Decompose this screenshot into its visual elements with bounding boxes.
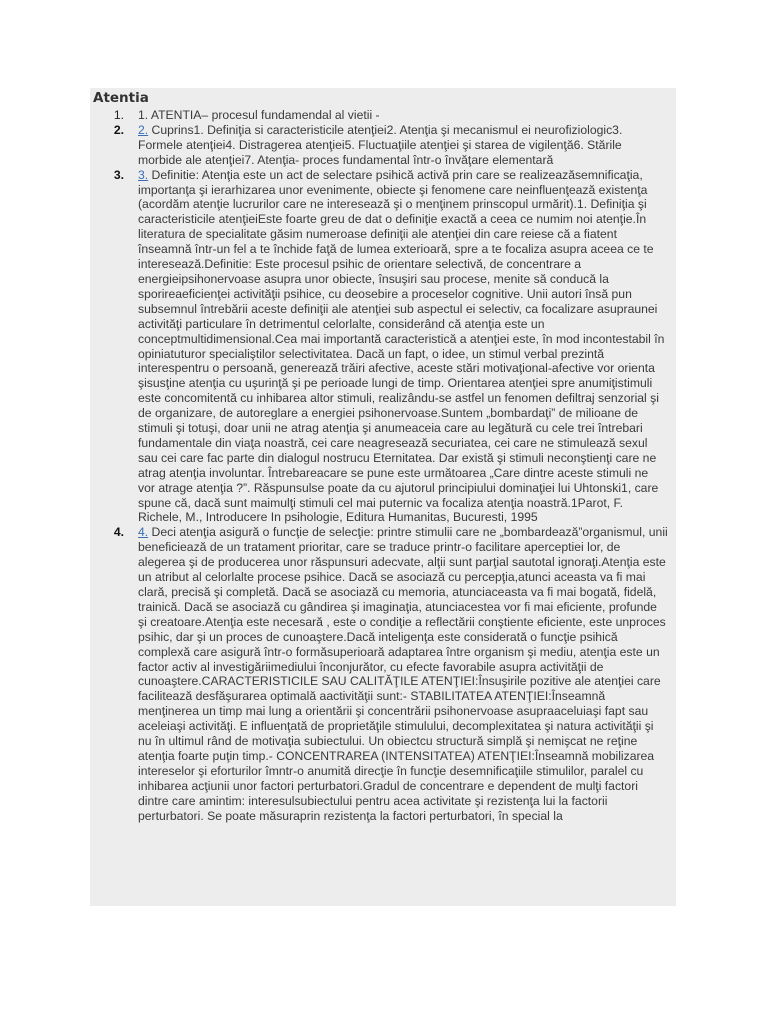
item-text: 1. ATENTIA– procesul fundamendal al vietii - bbox=[138, 108, 380, 122]
item-number: 1. bbox=[113, 108, 124, 122]
item-text: Cuprins1. Definiţia si caracteristicile atenţiei2. Atenţia şi mecanismul ei neurofiziologic3. Formele atenţiei4. Distragerea atenţiei5. Fluctuaţiile atenţiei şi starea de vigilenţă6. Stările morbide ale atenţiei7. Atenţia- proces fundamental într-o învăţare elementară bbox=[138, 122, 623, 167]
item-link[interactable]: 3. bbox=[138, 167, 149, 182]
item-link[interactable]: 4. bbox=[138, 525, 149, 540]
item-text: Definitie: Atenţia este un act de selectare psihică activă prin care se realizeazăsemnificaţia, importanţa şi ierarhizarea unor evenimente, obiecte şi fenomene care neinfluenţează existenţa (acordăm atenţie lucrurilor care ne interesează şi o menţinem prinscopul urmărit).1. Definiţia şi caracteristicile atenţieiEste foarte greu de dat o definiţie exactă a ceea ce numim noi atenţie.În literatura de specialitate găsim numeroase definiţii ale atenţiei din care reiese că a fiatent înseamnă într-un fel a te închide faţă de lumea exterioară, spre a te focaliza asupra aceea ce te interesează.Definitie: Este procesul psihic de orientare selectivă, de concentrare a energieipsihonervoase asupra unor obiecte, însuşiri sau procese, menite să conducă la sporireaeficienţei activităţii psihice, cu deosebire a proceselor cognitive. Unii autori însă pun subsemnul întrebării aceste definiţii ale atenţiei sub aspectul ei selectiv, ca focalizare asupraunei activităţi particulare în detrimentul celorlalte, considerând că atenţia este un conceptmultidimensional.Cea mai importantă caracteristică a atenţiei este, în mod incontestabil în opiniatuturor specialiştilor selectivitatea. Dacă un fapt, o idee, un stimul verbal prezintă interespentru o persoană, generează trăiri afective, aceste stări motivaţional-afective vor orienta şisusţine atenţia cu uşurinţă şi pe perioade lungi de timp. Orientarea atenţiei spre anumiţistimuli este concomitentă cu inhibarea altor stimuli, realizându-se astfel un fenomen defiltraj senzorial şi de organizare, de autoreglare a energiei psihonervoase.Suntem „bombardaţi” de milioane de stimuli şi totuşi, doar unii ne atrag atenţia şi anumeaceia care au legătură cu cele trei întrebari fundamentale din viaţa noastră, cei care neagresează securiatea, cei care ne stimulează sexul sau cei care fac parte din dialogul nostrucu Eternitatea. Dar există şi stimuli neconştienţi care ne atrag atenţia involuntar. Întrebareacare se pune este următoarea „Care dintre aceste stimuli ne vor atrage atenţia ?”. Răspunsulse poate da cu ajutorul principiului dominaţiei lui Uhtonski1, care spune că, dacă sunt maimulţi stimuli cel mai puternic va focaliza atenţia noastră.1Parot, F. Richele, M., Introducere In psihologie, Editura Humanitas, Bucuresti, 1995 bbox=[138, 167, 665, 525]
list-item bbox=[90, 123, 676, 168]
item-number: 4. bbox=[113, 525, 124, 540]
item-number: 3. bbox=[113, 167, 124, 182]
item-text: Deci atenţia asigură o funcţie de selecţie: printre stimulii care ne „bombardează”organismul, unii beneficiează de un tratament prioritar, care se traduce printr-o facilitare aperceptiei lor, de alegerea şi de producerea unor răspunsuri adecvate, alţii sunt parţial sautotal ignoraţi.Atenţia este un atribut al celorlalte procese psihice. Dacă se asociază cu percepţia,atunci aceasta va fi mai clară, precisă şi completă. Dacă se asociază cu memoria, atunciaceasta va fi mai bogată, fidelă, trainică. Dacă se asociază cu gândirea şi imaginaţia, atunciacestea vor fi mai eficiente, profunde şi creatoare.Atenţia este necesară , este o condiţie a reflectării conştiente eficiente, este unproces psihic, dar şi un proces de cunoaştere.Dacă inteligenţa este considerată o funcţie psihică complexă care asigură într-o formăsuperioară adaptarea între organism şi mediu, atenţia este un factor activ al investigăriimediului înconjurător, cu efecte favorabile asupra activităţii de cunoaştere.CARACTERISTICILE SAU CALITĂŢILE ATENŢIEI:Însuşirile pozitive ale atenţiei care facilitează desfăşurarea optimală aactivităţii sunt:- STABILITATEA ATENŢIEI:Înseamnă menţinerea un timp mai lung a orientării şi concentrării psihonervoase asupraaceluiaşi fapt sau aceleiaşi activităţi. E influenţată de proprietăţile stimulului, decomplexitatea şi natura activităţii şi nu în ultimul rând de motivaţia subiectului. Un obiectcu structură simplă şi nemişcat ne reţine atenţia foarte puţin timp.- CONCENTRAREA (INTENSITATEA) ATENŢIEI:Înseamnă mobilizarea intereselor şi eforturilor îmntr-o anumită direcţie în funcţie desemnificaţiile stimulilor, paralel cu inhibarea acţiunii unor factori perturbatori.Gradul de concentrare e dependent de mulţi factori dintre care amintim: interesulsubiectului pentru acea activitate şi rezistenţa lui la factorii perturbatori. Se poate măsuraprin rezistenţa la factori perturbatori, în special la bbox=[138, 525, 668, 823]
list-item bbox=[90, 168, 676, 526]
list-item bbox=[90, 525, 676, 823]
item-number: 2. bbox=[113, 122, 124, 137]
document-panel bbox=[90, 88, 676, 906]
item-link[interactable]: 2. bbox=[138, 122, 149, 137]
list-item bbox=[90, 108, 676, 123]
document-title: Atentia bbox=[93, 90, 149, 106]
item-list bbox=[90, 108, 676, 824]
